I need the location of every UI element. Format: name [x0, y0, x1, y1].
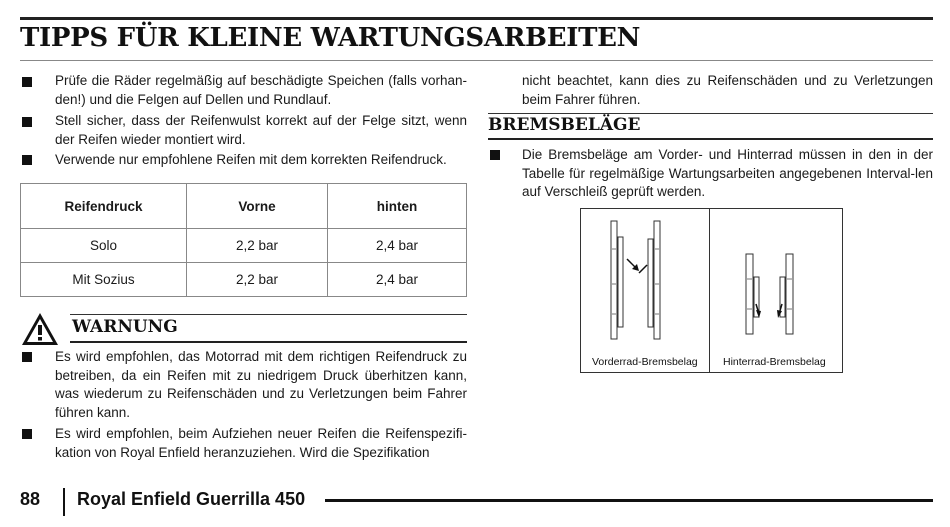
left-bullet-2: Stell sicher, dass der Reifenwulst korrekt auf der Felge sitzt, wenn der Reifen wieder montiert wird. [55, 113, 467, 147]
page-title: TIPPS FÜR KLEINE WARTUNGSARBEITEN [20, 23, 641, 53]
warning-title: WARNUNG [72, 317, 178, 337]
warning-bullet-1: Es wird empfohlen, das Motorrad mit dem richtigen Reifendruck zu betreiben, da ein Reifen mit zu niedrigem Druck überhitzen kann, was wiederum zu Reifenschäden und zu Verletzungen beim Fahrer führen kann. [55, 349, 467, 420]
rear-brake-pad-drawing [710, 209, 840, 349]
table-cell: Mit Sozius [21, 263, 187, 297]
table-cell: 2,4 bar [328, 263, 467, 297]
table-row [21, 229, 467, 263]
brake-section-title: BREMSBELÄGE [488, 115, 641, 135]
warning-rule-bottom [70, 341, 467, 343]
warning-rule-top [70, 314, 467, 315]
bullet-marker [22, 352, 32, 362]
table-header: Vorne [187, 184, 328, 229]
table-cell: 2,2 bar [187, 263, 328, 297]
table-cell: Solo [21, 229, 187, 263]
table-cell: 2,2 bar [187, 229, 328, 263]
top-rule [20, 17, 933, 20]
bullet-marker [22, 429, 32, 439]
table-header: hinten [328, 184, 467, 229]
section-rule-bottom [488, 138, 933, 140]
bullet-marker [22, 77, 32, 87]
footer-brand: Royal Enfield Guerrilla 450 [77, 489, 306, 509]
table-header-row [21, 184, 467, 229]
section-rule-top [488, 113, 933, 114]
footer-separator [63, 488, 65, 516]
brake-bullet: Die Bremsbeläge am Vorder- und Hinterrad müssen in den in der Tabelle für regelmäßige Wartungsarbeiten angegebenen Interval-len auf Verschleiß geprüft werden. [522, 147, 933, 199]
front-brake-pad-drawing [581, 209, 709, 349]
bullet-marker [22, 155, 32, 165]
bullet-marker [22, 117, 32, 127]
bullet-marker [490, 150, 500, 160]
left-bullet-1: Prüfe die Räder regelmäßig auf beschädigte Speichen (falls vorhan-den!) und die Felgen auf Dellen und Rundlauf. [55, 73, 467, 107]
footer-rule [325, 499, 933, 502]
title-rule [20, 60, 933, 61]
front-brake-caption: Vorderrad-Bremsbelag [592, 356, 698, 368]
continuation-text: nicht beachtet, kann dies zu Reifenschäden und zu Verletzungen beim Fahrer führen. [522, 73, 933, 107]
tire-pressure-table [20, 183, 467, 297]
page-number: 88 [20, 489, 41, 509]
table-row [21, 263, 467, 297]
table-header: Reifendruck [21, 184, 187, 229]
table-cell: 2,4 bar [328, 229, 467, 263]
warning-icon [20, 311, 60, 347]
rear-brake-caption: Hinterrad-Bremsbelag [723, 356, 826, 368]
left-bullet-3: Verwende nur empfohlene Reifen mit dem korrekten Reifendruck. [55, 152, 447, 167]
warning-bullet-2: Es wird empfohlen, beim Aufziehen neuer Reifen die Reifenspezifi-kation von Royal Enfield heranzuziehen. Wird die Spezifikation [55, 426, 467, 460]
